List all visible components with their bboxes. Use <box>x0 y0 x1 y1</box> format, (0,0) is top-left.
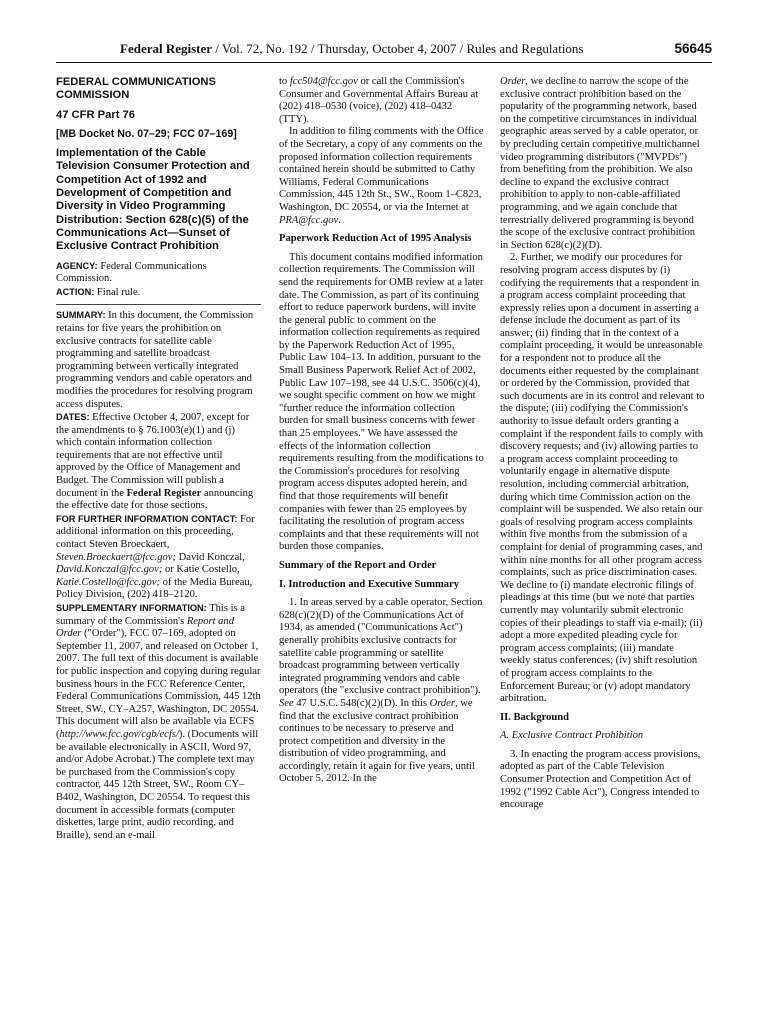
paragraph: 3. In enacting the program access provisions, adopted as part of the Cable Television Consumer Protection and Competition Act of 1992 ("1992 Cable Act"), Congress intended to encourage <box>500 748 701 811</box>
dates <box>56 411 261 513</box>
paragraph-text: 47 U.S.C. 548(c)(2)(D). In this <box>296 697 427 709</box>
agency-label: AGENCY: <box>56 260 98 271</box>
agency-heading: FEDERAL COMMUNICATIONS COMMISSION <box>56 76 216 102</box>
action-text: Final rule. <box>96 286 141 298</box>
order-ref: Order <box>500 76 526 87</box>
column-2 <box>279 76 484 1016</box>
column-1 <box>56 76 261 1016</box>
paragraph-text: 1. In areas served by a cable operator, Section 628(c)(2)(D) of the Communications Act of 1934, as amended ("Communications Act") generally prohibits exclusive contracts for satellite cable programming or satellite broadcast programming between vertically integrated programming vendors and cable operators (the "exclusive contract prohibition"). <box>279 597 483 697</box>
further-info-label: FOR FURTHER INFORMATION CONTACT: <box>56 513 238 524</box>
header-citation: / Vol. 72, No. 192 / Thursday, October 4, 2007 / Rules and Regulations <box>212 41 584 56</box>
action-label: ACTION: <box>56 286 95 297</box>
journal-name: Federal Register <box>120 41 213 56</box>
action-line <box>56 286 261 300</box>
section-heading: Paperwork Reduction Act of 1995 Analysis <box>279 233 472 245</box>
paragraph-text: , we decline to narrow the scope of the exclusive contract prohibition based on the popularity of the programming network, based on the competitive circumstances in individual geographic areas served by a cable operator, or by precluding certain competitive multichannel video programming distributors ("MVPDs") from benefiting from the prohibition. We also decline to expand the exclusive contract prohibition to apply to non-cable-affiliated programming, and we again conclude that terrestrially delivered programming is beyond the scope of the exclusive contract prohibition in Section 628(c)(2)(D). <box>500 76 700 251</box>
paragraph-text: or call the Commission's Consumer and Governmental Affairs Bureau at (202) 418–0530 (voice), (202) 418–0432 (TTY). <box>279 76 479 125</box>
paragraph <box>279 597 484 786</box>
further-info-text: of the Media Bureau, Policy Division, (202) 418–2120. <box>56 576 253 601</box>
paragraph <box>279 126 484 227</box>
paragraph <box>500 76 705 252</box>
email-link[interactable]: fcc504@fcc.gov <box>289 76 358 87</box>
email-link[interactable]: Katie.Costello@fcc.gov; <box>56 576 161 588</box>
section-heading: I. Introduction and Executive Summary <box>279 578 459 590</box>
section-heading: Summary of the Report and Order <box>279 559 437 571</box>
federal-register-ref: Federal Register <box>126 487 202 499</box>
subsection-heading-text: A. Exclusive Contract Prohibition <box>500 730 644 742</box>
paragraph: 2. Further, we modify our procedures for resolving program access disputes by (i) codifying the requirements that a respondent in a program access complaint proceeding that expressly relies upon a document in asserting a defense include the document as part of its answer; (ii) finding that in the context of a complaint proceeding, it would be unreasonable for a respondent not to produce all the documents either requested by the complainant or ordered by the Commission, provided that such documents are in its control and relevant to the dispute; (iii) codifying the Commission's authority to issue default orders granting a complaint if the respondent fails to comply with discovery requests; and (iv) allowing parties to a program access complaint proceeding to voluntarily engage in alternative dispute resolution, including commercial arbitration, during which time Commission action on the complaint will be suspended. We also retain our goals of resolving program access complaints within five months from the submission of a complaint for denial of programming cases, and within nine months for all other program access complaints, such as price discrimination cases. We decline to (i) mandate electronic filings of pleadings at this time (but we note that parties currently may voluntarily submit electronic copies of their pleadings to staff via e-mail); (ii) adopt a more expedited pleading cycle for program access complaints; (iii) mandate weekly status conferences; (iv) shift resolution of program access complaints to the Enforcement Bureau; or (v) adopt mandatory arbitration. <box>500 252 705 705</box>
section-heading: II. Background <box>500 711 569 723</box>
header-rule <box>56 62 712 63</box>
supplementary-text: ("Order"), FCC 07–169, adopted on September 11, 2007, and released on October 1, 2007. The full text of this document is available for public inspection and copying during regular business hours in the FCC Reference Center, Federal Communications Commission, 445 12th Street, SW., CY–A257, Washington, DC 20554. This document will also be available via ECFS ( <box>56 628 261 740</box>
dates-text: Effective October 4, 2007, except for the amendments to § 76.1003(e)(1) and (j) which contain information collection requirements that are not effective until approved by the Office of Management and Budget. The Commission will publish a document in the <box>56 412 250 499</box>
cfr-part: 47 CFR Part 76 <box>56 108 135 121</box>
email-link[interactable]: Steven.Broeckaert@fcc.gov; <box>56 551 176 563</box>
email-link[interactable]: PRA@fcc.gov <box>279 214 339 226</box>
report-order-ref: Report and Order <box>56 615 234 640</box>
supplementary-info <box>56 602 261 842</box>
supplementary-text: This is a summary of the Commission's <box>56 603 245 627</box>
dates-text-end: announcing the effective date for those sections. <box>56 487 254 512</box>
paragraph-text: , we find that the exclusive contract prohibition continues to be necessary to preserve and protect competition and diversity in the distribution of video programming, and accordingly, retain it again for five years, until October 5, 2012. In the <box>279 697 475 785</box>
docket-number: [MB Docket No. 07–29; FCC 07–169] <box>56 127 237 140</box>
supplementary-text: ). (Documents will be available electronically in ASCII, Word 97, and/or Adobe Acrobat.) The complete text may be purchased from the Commission's copy contractor, 445 12th Street, SW., Room CY–B402, Washington, DC 20554. To request this document in accessible formats (computer diskettes, large print, audio recording, and Braille), send an e-mail <box>56 728 259 841</box>
running-header <box>120 41 712 59</box>
page-number: 56645 <box>674 41 712 56</box>
email-link[interactable]: David.Konczal@fcc.gov; <box>56 564 163 576</box>
order-ref: Order <box>429 697 455 709</box>
subsection-heading <box>500 730 705 743</box>
section-divider <box>56 304 261 305</box>
paragraph <box>279 76 484 126</box>
paragraph-text: In addition to filing comments with the Office of the Secretary, a copy of any comments on the proposed information collection requirements contained herein should be submitted to Cathy Williams, Federal Communications Commission, 445 12th St., SW., Room 1–C823, Washington, DC 20554, or via the Internet at <box>279 126 484 213</box>
paragraph-text: . <box>338 214 341 226</box>
summary-label: SUMMARY: <box>56 310 106 321</box>
agency-line <box>56 260 261 286</box>
further-info <box>56 513 261 602</box>
summary-text: In this document, the Commission retains for five years the prohibition on exclusive contracts for satellite cable programming and satellite broadcast programming between vertically integrated programming vendors and cable operators and modifies the procedures for resolving program access disputes. <box>56 310 254 410</box>
paragraph: This document contains modified information collection requirements. The Commission will send the requirements for OMB review at a later date. The Commission, as part of its continuing effort to reduce paperwork burdens, will invite the general public to comment on the information collection requirements as required by the Paperwork Reduction Act of 1995, Public Law 104–13. In addition, pursuant to the Small Business Paperwork Relief Act of 2002, Public Law 107–198, see 44 U.S.C. 3506(c)(4), we sought specific comment on how we might "further reduce the information collection burden for small business concerns with fewer than 25 employees." We have assessed the effects of the information collection requirements resulting from the modifications to the Commission's procedures for resolving program access disputes adopted herein, and find that those requirements will benefit companies with fewer than 25 employees by facilitating the resolution of program access complaints and that these requirements will not burden those companies. <box>279 251 484 553</box>
summary <box>56 309 261 411</box>
column-3 <box>500 76 705 1016</box>
agency-text: Federal Communications Commission. <box>56 260 207 285</box>
ecfs-link[interactable]: http://www.fcc.gov/cgb/ecfs/ <box>59 728 179 740</box>
further-info-text: David Konczal, <box>178 551 245 563</box>
dates-label: DATES: <box>56 412 90 423</box>
supplementary-label: SUPPLEMENTARY INFORMATION: <box>56 603 207 613</box>
further-info-text: For additional information on this proceeding, contact Steven Broeckaert, <box>56 513 255 551</box>
citation-signal: See <box>279 697 294 709</box>
further-info-text: or Katie Costello, <box>165 564 240 576</box>
document-title: Implementation of the Cable Television Consumer Protection and Competition Act of 1992 and Development of Competition and Diversity in Video Programming Distribution: Section 628(c)(5) of the Communications Act—Sunset of Exclusive Contract Prohibition <box>56 147 250 253</box>
paragraph-text: to <box>279 76 288 87</box>
